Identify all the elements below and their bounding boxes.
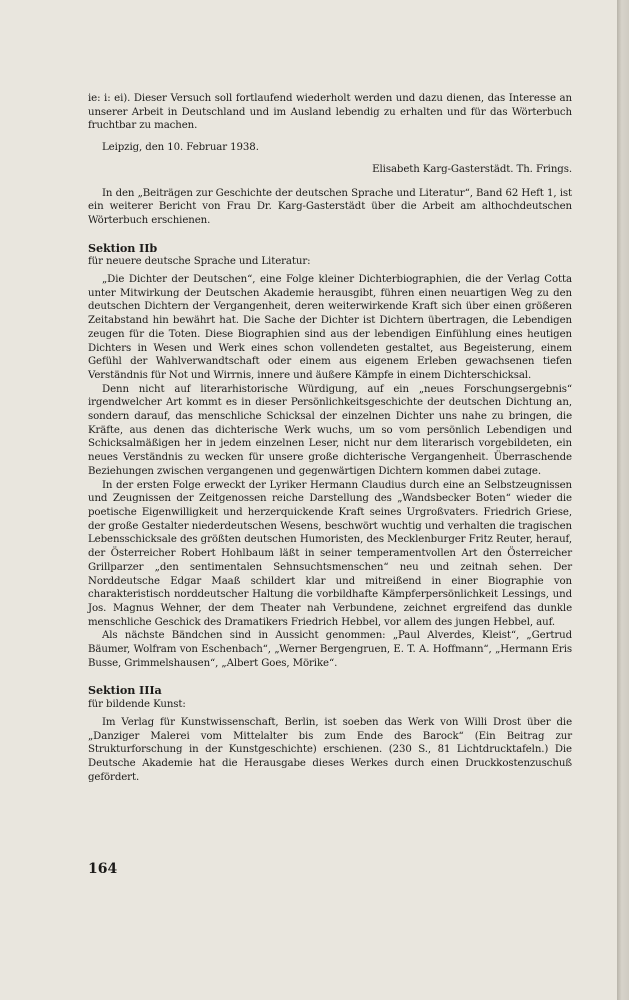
section-iib: [88, 242, 572, 671]
page-body: [88, 92, 572, 784]
section-paragraph: Denn nicht auf literarhistorische Würdigung, auf ein „neues Forschungsergebnis“ irgendwelcher Art kommt es in dieser Persönlichkeitsgeschichte der deutschen Dichtung an, sondern darauf, das menschliche Schicksal der einzelnen Dichter uns nahe zu bringen, die Kräfte, aus denen das dichterische Werk wuchs, um so vom persönlich Lebendigen und Schicksalmäßigen her in jedem einzelnen Leser, nicht nur dem literarisch vorgebildeten, ein neues Verständnis zu wecken für unsere große dichterische Vergangenheit. Überraschende Beziehungen zwischen vergangenen und gegenwärtigen Dichtern kommen dabei zutage.: [88, 383, 572, 477]
section-heading: Sektion IIIa: [88, 683, 162, 698]
section-subheading: für neuere deutsche Sprache und Literatur:: [88, 256, 311, 268]
letter-signature: Elisabeth Karg-Gasterstädt. Th. Frings.: [372, 163, 572, 175]
section-iiia: [88, 684, 572, 784]
section-paragraph: „Die Dichter der Deutschen“, eine Folge kleiner Dichterbiographien, die der Verlag Cotta unter Mitwirkung der Deutschen Akademie herausgibt, führen einen neuartigen Weg zu den deutschen Dichtern der Vergangenheit, deren weiterwirkende Kraft sich über einen größeren Zeitabstand hin bewährt hat. Die Sache der Dichter ist Dichtern übertragen, die Lebendigen zeugen für die Toten. Diese Biographien sind aus der lebendigen Einfühlung eines heutigen Dichters in Wesen und Werk eines schon vollendeten gestaltet, aus Begeisterung, einem Gefühl der Wahlverwandtschaft oder einem aus eigenem Erleben gewachsenen tiefen Verständnis für Not und Wirrnis, innere und äußere Kämpfe in einem Dichterschicksal.: [88, 274, 572, 381]
book-page-edge: [617, 0, 629, 1000]
section-heading: Sektion IIb: [88, 240, 158, 255]
intro-paragraph: ie: i: ei). Dieser Versuch soll fortlaufend wiederholt werden und dazu dienen, das Interesse an unserer Arbeit in Deutschland und im Ausland lebendig zu erhalten und für das Wörterbuch fruchtbar zu machen.: [88, 93, 572, 132]
publication-note: In den „Beiträgen zur Geschichte der deutschen Sprache und Literatur“, Band 62 Heft 1, ist ein weiterer Bericht von Frau Dr. Karg-Gasterstädt über die Arbeit am althochdeutschen Wörterbuch erschienen.: [88, 187, 572, 226]
section-paragraph: Im Verlag für Kunstwissenschaft, Berlin, ist soeben das Werk von Willi Drost über die „Danziger Malerei vom Mittelalter bis zum Ende des Barock“ (Ein Beitrag zur Strukturforschung in der Kunstgeschichte) erschienen. (230 S., 81 Lichtdrucktafeln.) Die Deutsche Akademie hat die Herausgabe dieses Werkes durch einen Druckkostenzuschuß gefördert.: [88, 716, 572, 783]
section-paragraph: In der ersten Folge erweckt der Lyriker Hermann Claudius durch eine an Selbstzeugnissen und Zeugnissen der Zeitgenossen reiche Darstellung des „Wandsbecker Boten“ wieder die poetische Eigenwilligkeit und herzerquickende Kraft seines Urgroßvaters. Friedrich Griese, der große Gestalter niederdeutschen Wesens, beschwört wuchtig und verhalten die tragischen Lebensschicksale des größten deutschen Humoristen, des Mecklenburger Fritz Reuter, herauf, der Österreicher Robert Hohlbaum läßt in seiner temperamentvollen Art den Österreicher Grillparzer „den sentimentalen Sehnsuchtsmenschen“ neu und zeitnah sehen. Der Norddeutsche Edgar Maaß schildert klar und mitreißend in einer Biographie von charakteristisch norddeutscher Haltung die vorbildhafte Kämpferpersönlichkeit Lessings, und Jos. Magnus Wehner, der dem Theater nah Verbundene, zeichnet ergreifend das dunkle menschliche Geschick des Dramatikers Friedrich Hebbel, vor allem des jungen Hebbel, auf.: [88, 479, 572, 628]
section-paragraph: Als nächste Bändchen sind in Aussicht genommen: „Paul Alverdes, Kleist“, „Gertrud Bäumer, Wolfram von Eschenbach“, „Werner Bergengruen, E. T. A. Hoffmann“, „Hermann Eris Busse, Grimmelshausen“, „Albert Goes, Mörike“.: [88, 630, 572, 669]
page-number: 164: [88, 861, 118, 877]
letter-date: Leipzig, den 10. Februar 1938.: [102, 142, 259, 154]
section-subheading: für bildende Kunst:: [88, 699, 186, 711]
